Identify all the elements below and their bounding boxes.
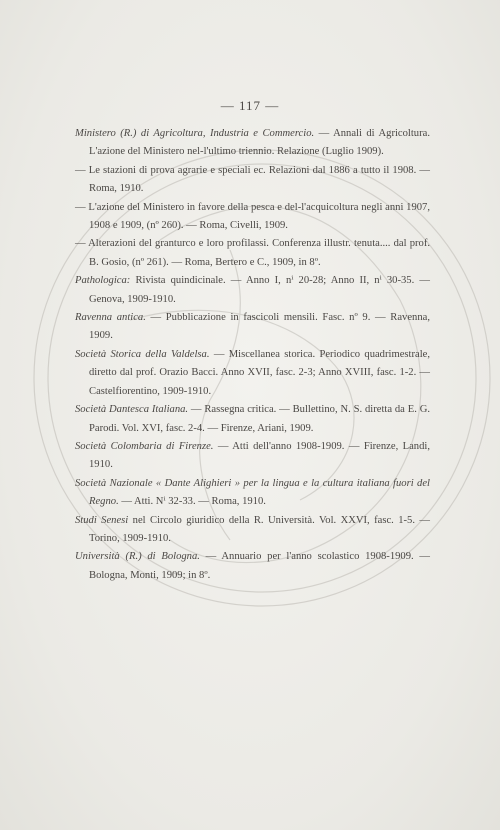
- entry-2-text: — Le stazioni di prova agrarie e speciali ec. Relazioni dal 1886 a tutto il 1908. — Roma, 1910.: [75, 164, 430, 195]
- entry-6-text: — Pubblicazione in fascicoli mensili. Fasc. nº 9. — Ravenna, 1909.: [89, 312, 430, 342]
- entry-11-text: nel Circolo giuridico della R. Università. Vol. XXVI, fasc. 1-5. — Torino, 1909-1910.: [89, 514, 430, 544]
- entry-5-title: Pathologica:: [75, 275, 131, 287]
- entry-11: [75, 512, 430, 549]
- entry-8-text: — Rassegna critica. — Bullettino, N. S. diretta da E. G. Parodi. Vol. XVI, fasc. 2-4. — Firenze, Ariani, 1909.: [89, 404, 430, 434]
- entry-1-text: — Annali di Agricoltura. L'azione del Ministero nel-l'ultimo triennio. Relazione (Luglio 1909).: [89, 128, 430, 158]
- entry-7: [75, 346, 430, 401]
- entry-10: [75, 475, 430, 512]
- entry-12-text: — Annuario per l'anno scolastico 1908-1909. — Bologna, Monti, 1909; in 8º.: [89, 551, 430, 581]
- entry-1: [75, 125, 430, 162]
- entry-9-title: Società Colombaria di Firenze.: [75, 440, 214, 452]
- entry-10-text: — Atti. Nⁱ 32-33. — Roma, 1910.: [118, 496, 266, 508]
- entry-2: [75, 162, 430, 199]
- entry-8: [75, 401, 430, 438]
- bibliography-list: [75, 125, 430, 585]
- entry-6-title: Ravenna antica.: [75, 312, 146, 324]
- entry-11-title: Studi Senesi: [75, 514, 129, 526]
- entry-7-text: — Miscellanea storica. Periodico quadrimestrale, diretto dal prof. Orazio Bacci. Anno XVII, fasc. 2-3; Anno XVIII, fasc. 1-2. — Castelfiorentino, 1909-1910.: [89, 348, 430, 397]
- entry-8-title: Società Dantesca Italiana.: [75, 404, 189, 416]
- entry-10-title: Società Nazionale « Dante Alighieri » per la lingua e la cultura italiana fuori del Regno.: [75, 477, 430, 508]
- entry-3: [75, 199, 430, 236]
- entry-7-title: Società Storica della Valdelsa.: [75, 348, 210, 360]
- entry-9: [75, 438, 430, 475]
- entry-9-text: — Atti dell'anno 1908-1909. — Firenze, Landi, 1910.: [89, 440, 430, 471]
- entry-3-text: — L'azione del Ministero in favore della pesca e del-l'acquicoltura negli anni 1907, 1908 e 1909, (nº 260). — Roma, Civelli, 1909.: [75, 201, 430, 232]
- entry-4-text: — Alterazioni del granturco e loro profilassi. Conferenza illustr. tenuta.... dal prof. B. Gosio, (nº 261). — Roma, Bertero e C., 1909, in 8º.: [75, 238, 430, 268]
- page-number: — 117 —: [220, 98, 280, 113]
- entry-4: [75, 235, 430, 272]
- entry-6: [75, 309, 430, 346]
- entry-12-title: Università (R.) di Bologna.: [75, 551, 200, 563]
- entry-5-text: Rivista quindicinale. — Anno I, nⁱ 20-28; Anno II, nⁱ 30-35. — Genova, 1909-1910.: [89, 275, 430, 305]
- entry-1-title: Ministero (R.) di Agricoltura, Industria e Commercio.: [75, 128, 315, 139]
- entry-5: [75, 272, 430, 309]
- entry-12: [75, 548, 430, 585]
